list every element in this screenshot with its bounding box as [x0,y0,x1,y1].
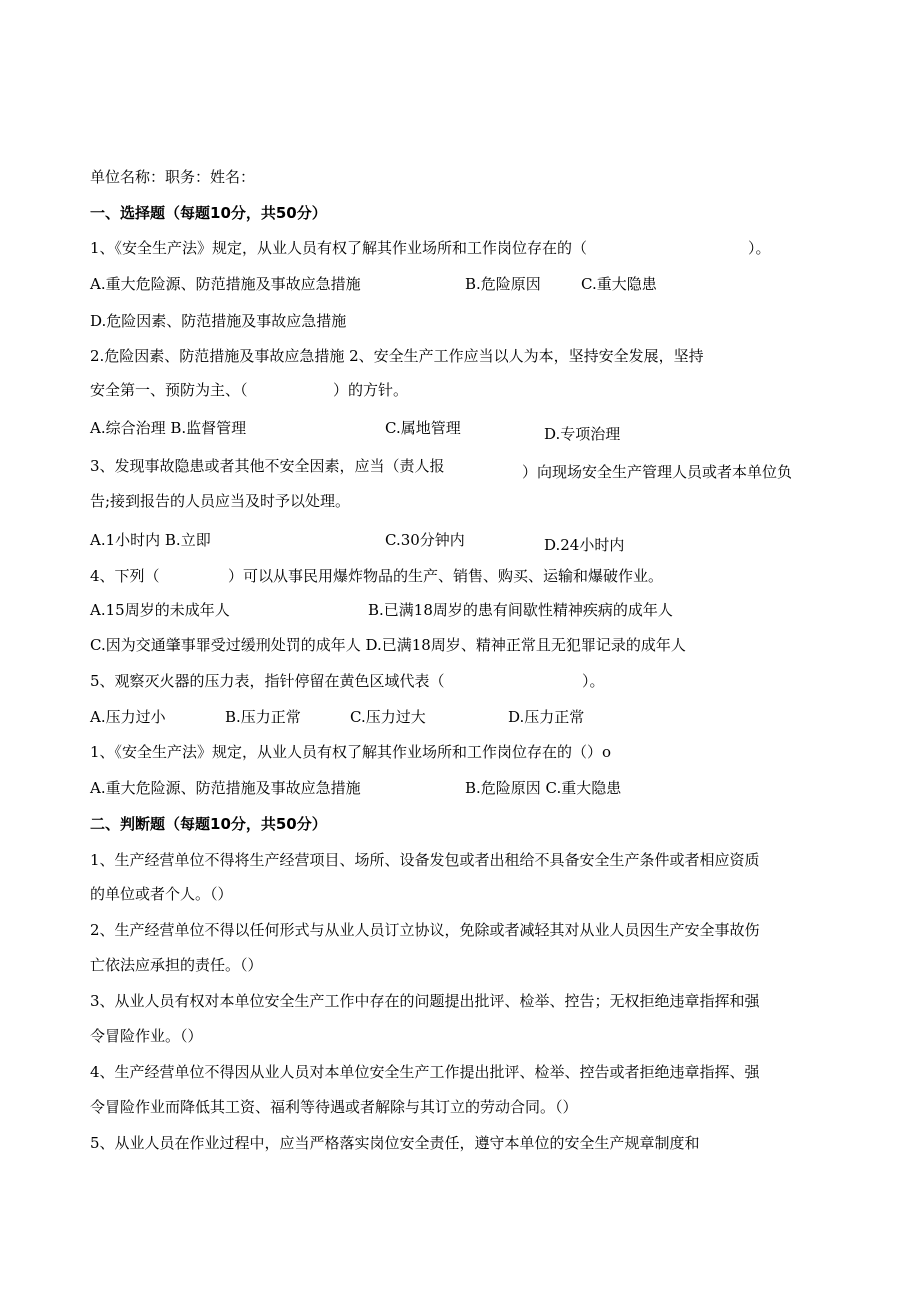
section1-title: 一、选择题（每题10分，共50分） [90,204,327,222]
q3-line1-a: 3、发现事故隐患或者其他不安全因素，应当（责人报 [90,457,445,475]
q1-stem: 1、《安全生产法》规定，从业人员有权了解其作业场所和工作岗位存在的（ [90,239,588,257]
judge-item-1-line1: 1、生产经营单位不得将生产经营项目、场所、设备发包或者出租给不具备安全生产条件或者相应资质 [90,851,760,869]
q4-stem-b: ）可以从事民用爆炸物品的生产、销售、购买、运输和爆破作业。 [228,567,664,585]
q4-stem-a: 4、下列（ [90,567,160,585]
q2-line2-b: ）的方针。 [333,381,409,399]
q2-option-d: D.专项治理 [544,425,621,443]
q3-option-c: C.30分钟内 [385,531,465,549]
q5-stem-a: 5、观察灭火器的压力表，指针停留在黄色区域代表（ [90,672,445,690]
q3-option-ab: A.1小时内 B.立即 [90,531,211,549]
judge-item-2-line2: 亡依法应承担的责任。（） [90,956,263,974]
q3-line2: 告;接到报告的人员应当及时予以处理。 [90,492,351,510]
judge-item-3-line2: 令冒险作业。（） [90,1027,203,1045]
q4-option-cd: C.因为交通肇事罪受过缓刑处罚的成年人 D.已满18周岁、精神正常且无犯罪记录的成年人 [90,636,686,654]
q5-option-c: C.压力过大 [350,708,426,726]
q3-line1-b: ）向现场安全生产管理人员或者本单位负 [522,463,793,481]
q1-option-a: A.重大危险源、防范措施及事故应急措施 [90,275,361,293]
q5-option-b: B.压力正常 [225,708,301,726]
q2-line2-a: 安全第一、预防为主、（ [90,381,248,399]
q1-option-c: C.重大隐患 [581,275,657,293]
q5-option-a: A.压力过小 [90,708,166,726]
q2-option-ab: A.综合治理 B.监督管理 [90,419,247,437]
info-line: 单位名称：职务：姓名： [90,168,256,186]
q1-option-b: B.危险原因 [465,275,541,293]
q5-stem-b: ）。 [582,672,605,690]
q5-option-d: D.压力正常 [508,708,585,726]
judge-item-1-line2: 的单位或者个人。（） [90,885,233,903]
q1-option-d: D.危险因素、防范措施及事故应急措施 [90,312,347,330]
q1-stem-end: ）。 [748,239,771,257]
q2-line1: 2.危险因素、防范措施及事故应急措施 2、安全生产工作应当以人为本，坚持安全发展，坚持 [90,347,704,365]
q4-option-a: A.15周岁的未成年人 [90,601,230,619]
judge-item-4-line1: 4、生产经营单位不得因从业人员对本单位安全生产工作提出批评、检举、控告或者拒绝违章指挥、强 [90,1063,760,1081]
q4-option-b: B.已满18周岁的患有间歇性精神疾病的成年人 [368,601,673,619]
q1-repeat-option-bc: B.危险原因 C.重大隐患 [465,779,622,797]
judge-item-2-line1: 2、生产经营单位不得以任何形式与从业人员订立协议，免除或者减轻其对从业人员因生产安全事故伤 [90,921,760,939]
section2-title: 二、判断题（每题10分，共50分） [90,815,327,833]
q2-option-c: C.属地管理 [385,419,461,437]
judge-item-3-line1: 3、从业人员有权对本单位安全生产工作中存在的问题提出批评、检举、控告；无权拒绝违章指挥和强 [90,992,760,1010]
judge-item-5-line1: 5、从业人员在作业过程中，应当严格落实岗位安全责任，遵守本单位的安全生产规章制度和 [90,1134,700,1152]
judge-item-4-line2: 令冒险作业而降低其工资、福利等待遇或者解除与其订立的劳动合同。（） [90,1098,578,1116]
q1-repeat-option-a: A.重大危险源、防范措施及事故应急措施 [90,779,361,797]
q3-option-d: D.24小时内 [544,536,625,554]
q1-repeat-stem: 1、《安全生产法》规定，从业人员有权了解其作业场所和工作岗位存在的（）o [90,743,612,761]
